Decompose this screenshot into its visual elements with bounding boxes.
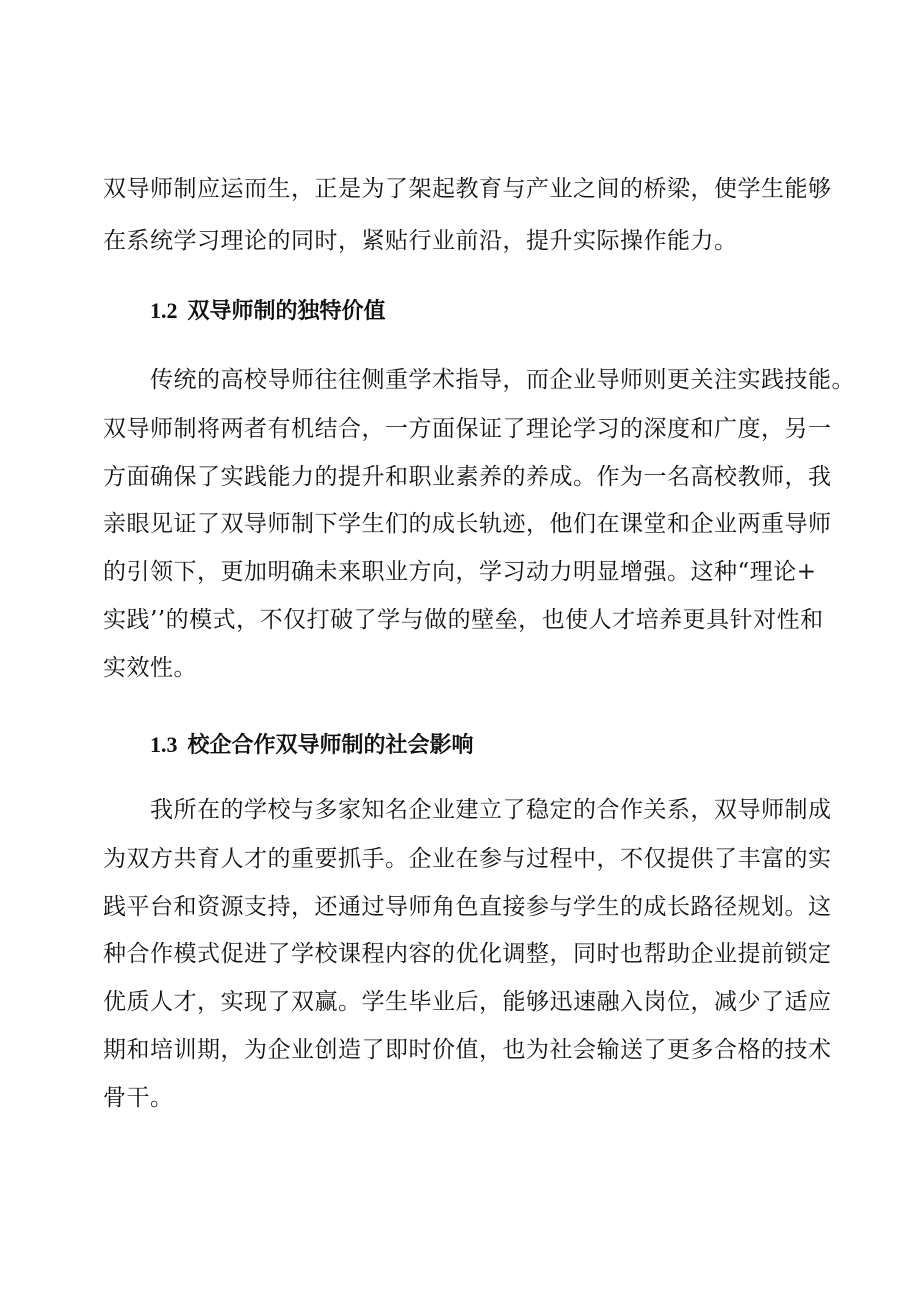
- section-heading-1-3: [150, 734, 474, 757]
- section-1-2-line-6: 实践’’的模式，不仅打破了学与做的壁垒，也使人才培养更具针对性和: [103, 607, 824, 633]
- section-1-3-line-1: 我所在的学校与多家知名企业建立了稳定的合作关系，双导师制成: [150, 797, 832, 823]
- section-number: 1.2: [150, 298, 178, 323]
- intro-paragraph-line-2: 在系统学习理论的同时，紧贴行业前沿，提升实际操作能力。: [103, 228, 738, 254]
- section-1-2-line-2: 双导师制将两者有机结合，一方面保证了理论学习的深度和广度，另一: [103, 416, 832, 442]
- section-1-2-line-7: 实效性。: [103, 655, 197, 681]
- section-heading-1-2: [150, 300, 386, 323]
- section-title: 校企合作双导师制的社会影响: [187, 733, 474, 758]
- section-1-3-line-4: 种合作模式促进了学校课程内容的优化调整，同时也帮助企业提前锁定: [103, 941, 832, 967]
- section-1-2-line-4: 亲眼见证了双导师制下学生们的成长轨迹，他们在课堂和企业两重导师: [103, 511, 832, 537]
- section-1-3-line-5: 优质人才，实现了双赢。学生毕业后，能够迅速融入岗位，减少了适应: [103, 989, 832, 1015]
- section-1-3-line-7: 骨干。: [103, 1085, 174, 1111]
- section-1-3-line-2: 为双方共育人才的重要抓手。企业在参与过程中，不仅提供了丰富的实: [103, 846, 832, 872]
- intro-paragraph-line-1: 双导师制应运而生，正是为了架起教育与产业之间的桥梁，使学生能够: [103, 176, 832, 202]
- section-1-3-line-3: 践平台和资源支持，还通过导师角色直接参与学生的成长路径规划。这: [103, 894, 832, 920]
- section-1-3-line-6: 期和培训期，为企业创造了即时价值，也为社会输送了更多合格的技术: [103, 1037, 832, 1063]
- section-1-2-line-1: 传统的高校导师往往侧重学术指导，而企业导师则更关注实践技能。: [150, 367, 855, 393]
- section-1-2-line-3: 方面确保了实践能力的提升和职业素养的养成。作为一名高校教师，我: [103, 464, 832, 490]
- section-1-2-line-5: 的引领下，更加明确未来职业方向，学习动力明显增强。这种“理论+: [103, 559, 817, 585]
- section-title: 双导师制的独特价值: [187, 299, 386, 324]
- section-number: 1.3: [150, 732, 178, 757]
